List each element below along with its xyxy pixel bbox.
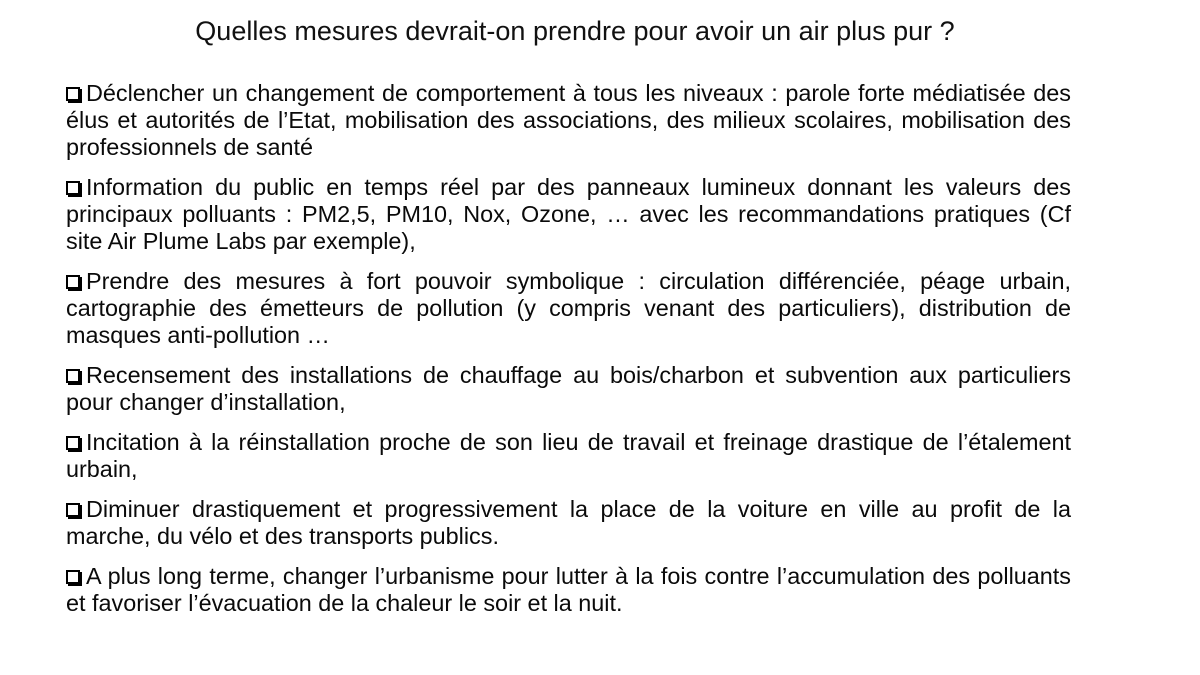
list-item [66, 174, 1071, 255]
list-item [66, 362, 1071, 416]
list-item [66, 268, 1071, 349]
list-item-text: Recensement des installations de chauffage au bois/charbon et subvention aux particuliers pour changer d’installation, [66, 362, 1071, 415]
list-item-text: Prendre des mesures à fort pouvoir symbolique : circulation différenciée, péage urbain, cartographie des émetteurs de pollution (y compris venant des particuliers), distribution de masques anti-pollution … [66, 268, 1071, 348]
list-item-text: A plus long terme, changer l’urbanisme pour lutter à la fois contre l’accumulation des polluants et favoriser l’évacuation de la chaleur le soir et la nuit. [66, 563, 1071, 616]
square-checkbox-bullet-icon [66, 369, 80, 383]
square-checkbox-bullet-icon [66, 436, 80, 450]
square-checkbox-bullet-icon [66, 503, 80, 517]
square-checkbox-bullet-icon [66, 181, 80, 195]
list-item-text: Diminuer drastiquement et progressivement la place de la voiture en ville au profit de la marche, du vélo et des transports publics. [66, 496, 1071, 549]
list-item-text: Déclencher un changement de comportement à tous les niveaux : parole forte médiatisée des élus et autorités de l’Etat, mobilisation des associations, des milieux scolaires, mobilisation des professionnels de santé [66, 80, 1071, 160]
square-checkbox-bullet-icon [66, 87, 80, 101]
measures-list [66, 80, 1071, 630]
list-item-text: Information du public en temps réel par des panneaux lumineux donnant les valeurs des principaux polluants : PM2,5, PM10, Nox, Ozone, … avec les recommandations pratiques (Cf site Air Plume Labs par exemple), [66, 174, 1071, 254]
list-item [66, 563, 1071, 617]
slide-title: Quelles mesures devrait-on prendre pour avoir un air plus pur ? [195, 16, 955, 46]
square-checkbox-bullet-icon [66, 570, 80, 584]
square-checkbox-bullet-icon [66, 275, 80, 289]
list-item-text: Incitation à la réinstallation proche de son lieu de travail et freinage drastique de l’étalement urbain, [66, 429, 1071, 482]
list-item [66, 429, 1071, 483]
list-item [66, 496, 1071, 550]
list-item [66, 80, 1071, 161]
